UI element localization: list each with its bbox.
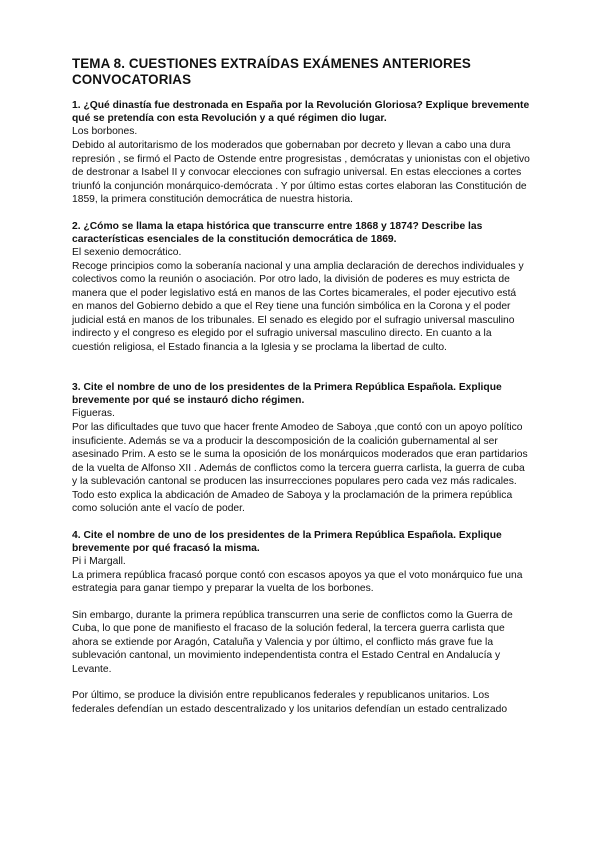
document-page <box>72 56 530 716</box>
answer-paragraph: Recoge principios como la soberanía nacional y una amplia declaración de derechos individuales y colectivos como la reunión o asociación. Por otro lado, la división de poderes es muy estricta de manera que el poder legislativo está en manos de las Cortes bicamerales, el poder ejecutivo está en manos del Gobierno debido a que el Rey tiene una función simbólica en la Corona y el poder judicial está en manos de los tribunales. El senado es elegido por el sufragio universal masculino indirecto y el congreso es elegido por el sufragio universal masculino directo. En cuanto a la cuestión religiosa, el Estado financia a la Iglesia y se proclama la libertad de culto. <box>72 260 524 353</box>
short-answer: Figueras. <box>72 408 115 419</box>
question-2 <box>72 220 530 355</box>
short-answer: Los borbones. <box>72 126 138 137</box>
question-heading: 3. Cite el nombre de uno de los presidentes de la Primera República Española. Explique brevemente por qué se instauró dicho régimen. <box>72 382 502 406</box>
question-1 <box>72 99 530 207</box>
short-answer: El sexenio democrático. <box>72 246 182 258</box>
answer-paragraph: Por último, se produce la división entre republicanos federales y republicanos unitarios. Los federales defendían un estado descentralizado y los unitarios defendían un estado centralizado <box>72 690 508 715</box>
question-heading: 4. Cite el nombre de uno de los presidentes de la Primera República Española. Explique brevemente por qué fracasó la misma. <box>72 529 502 554</box>
question-3 <box>72 381 530 516</box>
short-answer: Pi i Margall. <box>72 555 126 567</box>
question-4 <box>72 529 530 717</box>
answer-paragraph: Sin embargo, durante la primera república transcurren una serie de conflictos como la Guerra de Cuba, lo que pone de manifiesto el fracaso de la solución federal, la tercera guerra carlista que ahora se extiende por Aragón, Cataluña y Valencia y por último, el conflicto más grave fue la sublevación cantonal, un movimiento independentista contra el Estado Central en Andalucía y Levante. <box>72 609 513 675</box>
document-title: TEMA 8. CUESTIONES EXTRAÍDAS EXÁMENES ANTERIORES CONVOCATORIAS <box>72 56 471 87</box>
answer-paragraph: Por las dificultades que tuvo que hacer frente Amodeo de Saboya ,que contó con un apoyo político insuficiente. Además se va a producir la descomposición de la coalición gubernamental al ser asesinado Prim. A esto se le suma la oposición de los monárquicos moderados que eran partidarios de la vuelta de Alfonso XII . Además de conflictos como la tercera guerra carlista, la guerra de cuba y la sublevación cantonal se producen las insurrecciones populares pero cada vez más radicales. Todo esto explica la abdicación de Amadeo de Saboya y la proclamación de la primera república como solución ante el vacío de poder. <box>72 422 528 514</box>
answer-paragraph: La primera república fracasó porque contó con escasos apoyos ya que el voto monárquico fue una estrategia para ganar tiempo y preparar la vuelta de los borbones. <box>72 569 523 594</box>
question-heading: 1. ¿Qué dinastía fue destronada en España por la Revolución Gloriosa? Explique brevemente qué se pretendía con esta Revolución y a qué régimen dio lugar. <box>72 100 530 124</box>
question-heading: 2. ¿Cómo se llama la etapa histórica que transcurre entre 1868 y 1874? Describe las características esenciales de la constitución democrática de 1869. <box>72 220 483 245</box>
answer-paragraph: Debido al autoritarismo de los moderados que gobernaban por decreto y llevan a cabo una dura represión , se firmó el Pacto de Ostende entre progresistas , demócratas y unionistas con el objetivo de destronar a Isabel II y convocar elecciones con sufragio universal. En estas elecciones a cortes triunfó la conjunción monárquico-demócrata . Y por último estas cortes elaboran las Constitución de 1859, la primera constitución democrática de nuestra historia. <box>72 140 530 205</box>
